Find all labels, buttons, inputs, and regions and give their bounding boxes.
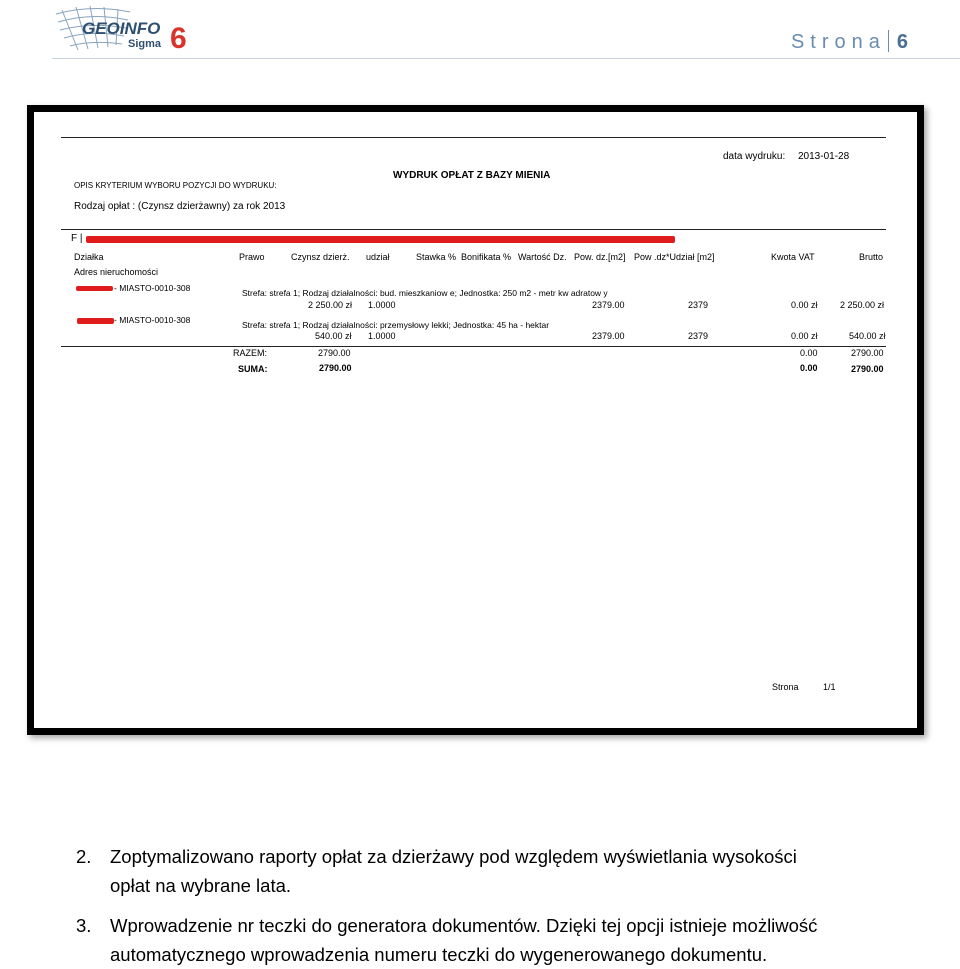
col-header-dzialka: Działka	[74, 252, 104, 262]
col-header-udzial: udział	[366, 252, 390, 262]
list-item-number: 3.	[76, 915, 92, 936]
area-share-value: 2379	[688, 331, 709, 341]
share-value: 1.0000	[368, 300, 396, 310]
gross-value: 2 250.00 zł	[840, 300, 885, 310]
list-item	[76, 842, 797, 900]
vat-value: 0.00 zł	[791, 331, 818, 341]
report-footer-page: 1/1	[823, 682, 836, 692]
report-screenshot	[27, 105, 924, 735]
address-label: Adres nieruchomości	[74, 267, 159, 277]
parcel-id: - MIASTO-0010-308	[114, 283, 191, 293]
print-date-value: 2013-01-28	[798, 151, 850, 162]
list-item-number: 2.	[76, 846, 92, 867]
col-header-wartosc: Wartość Dz.	[518, 252, 567, 262]
f-prefix: F |	[71, 233, 83, 244]
razem-gross: 2790.00	[851, 348, 884, 358]
area-value: 2379.00	[592, 331, 625, 341]
rent-value: 2 250.00 zł	[308, 300, 353, 310]
col-header-bonifikata: Bonifikata %	[461, 252, 512, 262]
list-item-text: Zoptymalizowano raporty opłat za dzierżawy pod względem wyświetlania wysokości	[110, 846, 797, 867]
suma-rent: 2790.00	[319, 363, 352, 373]
suma-gross: 2790.00	[851, 364, 884, 374]
col-header-pow-udzial: Pow .dz*Udział [m2]	[634, 252, 715, 262]
list-item-text-continued: automatycznego wprowadzenia numeru teczki do wygenerowanego dokumentu.	[110, 944, 768, 965]
parcel-id: - MIASTO-0010-308	[114, 315, 191, 325]
page-number: 6	[896, 31, 908, 53]
suma-vat: 0.00	[800, 363, 818, 373]
geoinfo-logo	[52, 2, 197, 56]
gross-value: 540.00 zł	[849, 331, 886, 341]
col-header-brutto: Brutto	[859, 252, 884, 262]
criteria-label: OPIS KRYTERIUM WYBORU POZYCJI DO WYDRUKU:	[74, 181, 277, 190]
suma-label: SUMA:	[238, 364, 268, 374]
list-item	[76, 911, 817, 969]
report-title: WYDRUK OPŁAT Z BAZY MIENIA	[393, 170, 551, 181]
col-header-vat: Kwota VAT	[771, 252, 815, 262]
columns-top-rule	[61, 229, 886, 230]
print-date-label: data wydruku:	[723, 151, 786, 162]
col-header-stawka: Stawka %	[416, 252, 457, 262]
zone-info: Strefa: strefa 1; Rodzaj działalności: bud. mieszkaniow e; Jednostka: 250 m2 - metr kw adratow y	[242, 288, 608, 298]
col-header-pow: Pow. dz.[m2]	[574, 252, 626, 262]
razem-rent: 2790.00	[318, 348, 351, 358]
page-number-label: Strona 6	[790, 31, 908, 53]
header-divider	[52, 58, 960, 59]
redaction-bar	[86, 236, 675, 243]
razem-label: RAZEM:	[233, 348, 268, 358]
zone-info: Strefa: strefa 1; Rodzaj działalności: przemysłowy lekki; Jednostka: 45 ha - hektar	[242, 320, 550, 330]
fee-type: Rodzaj opłat : (Czynsz dzierżawny) za rok 2013	[74, 201, 286, 212]
area-share-value: 2379	[688, 300, 709, 310]
vat-value: 0.00 zł	[791, 300, 818, 310]
svg-text:GEOINFO: GEOINFO	[82, 19, 161, 38]
top-rule	[61, 137, 886, 138]
razem-vat: 0.00	[800, 348, 818, 358]
redaction-bar	[77, 318, 114, 324]
rent-value: 540.00 zł	[315, 331, 352, 341]
svg-text:6: 6	[170, 22, 187, 55]
redaction-bar	[76, 286, 113, 291]
report-page	[34, 112, 917, 728]
share-value: 1.0000	[368, 331, 396, 341]
list-item-text: Wprowadzenie nr teczki do generatora dokumentów. Dzięki tej opcji istnieje możliwość	[110, 915, 818, 936]
report-footer-label: Strona	[772, 682, 799, 692]
area-value: 2379.00	[592, 300, 625, 310]
col-header-prawo: Prawo	[239, 252, 265, 262]
totals-rule	[61, 346, 886, 347]
svg-text:Sigma: Sigma	[128, 38, 162, 50]
list-item-text-continued: opłat na wybrane lata.	[110, 875, 292, 896]
col-header-czynsz: Czynsz dzierż.	[291, 252, 350, 262]
